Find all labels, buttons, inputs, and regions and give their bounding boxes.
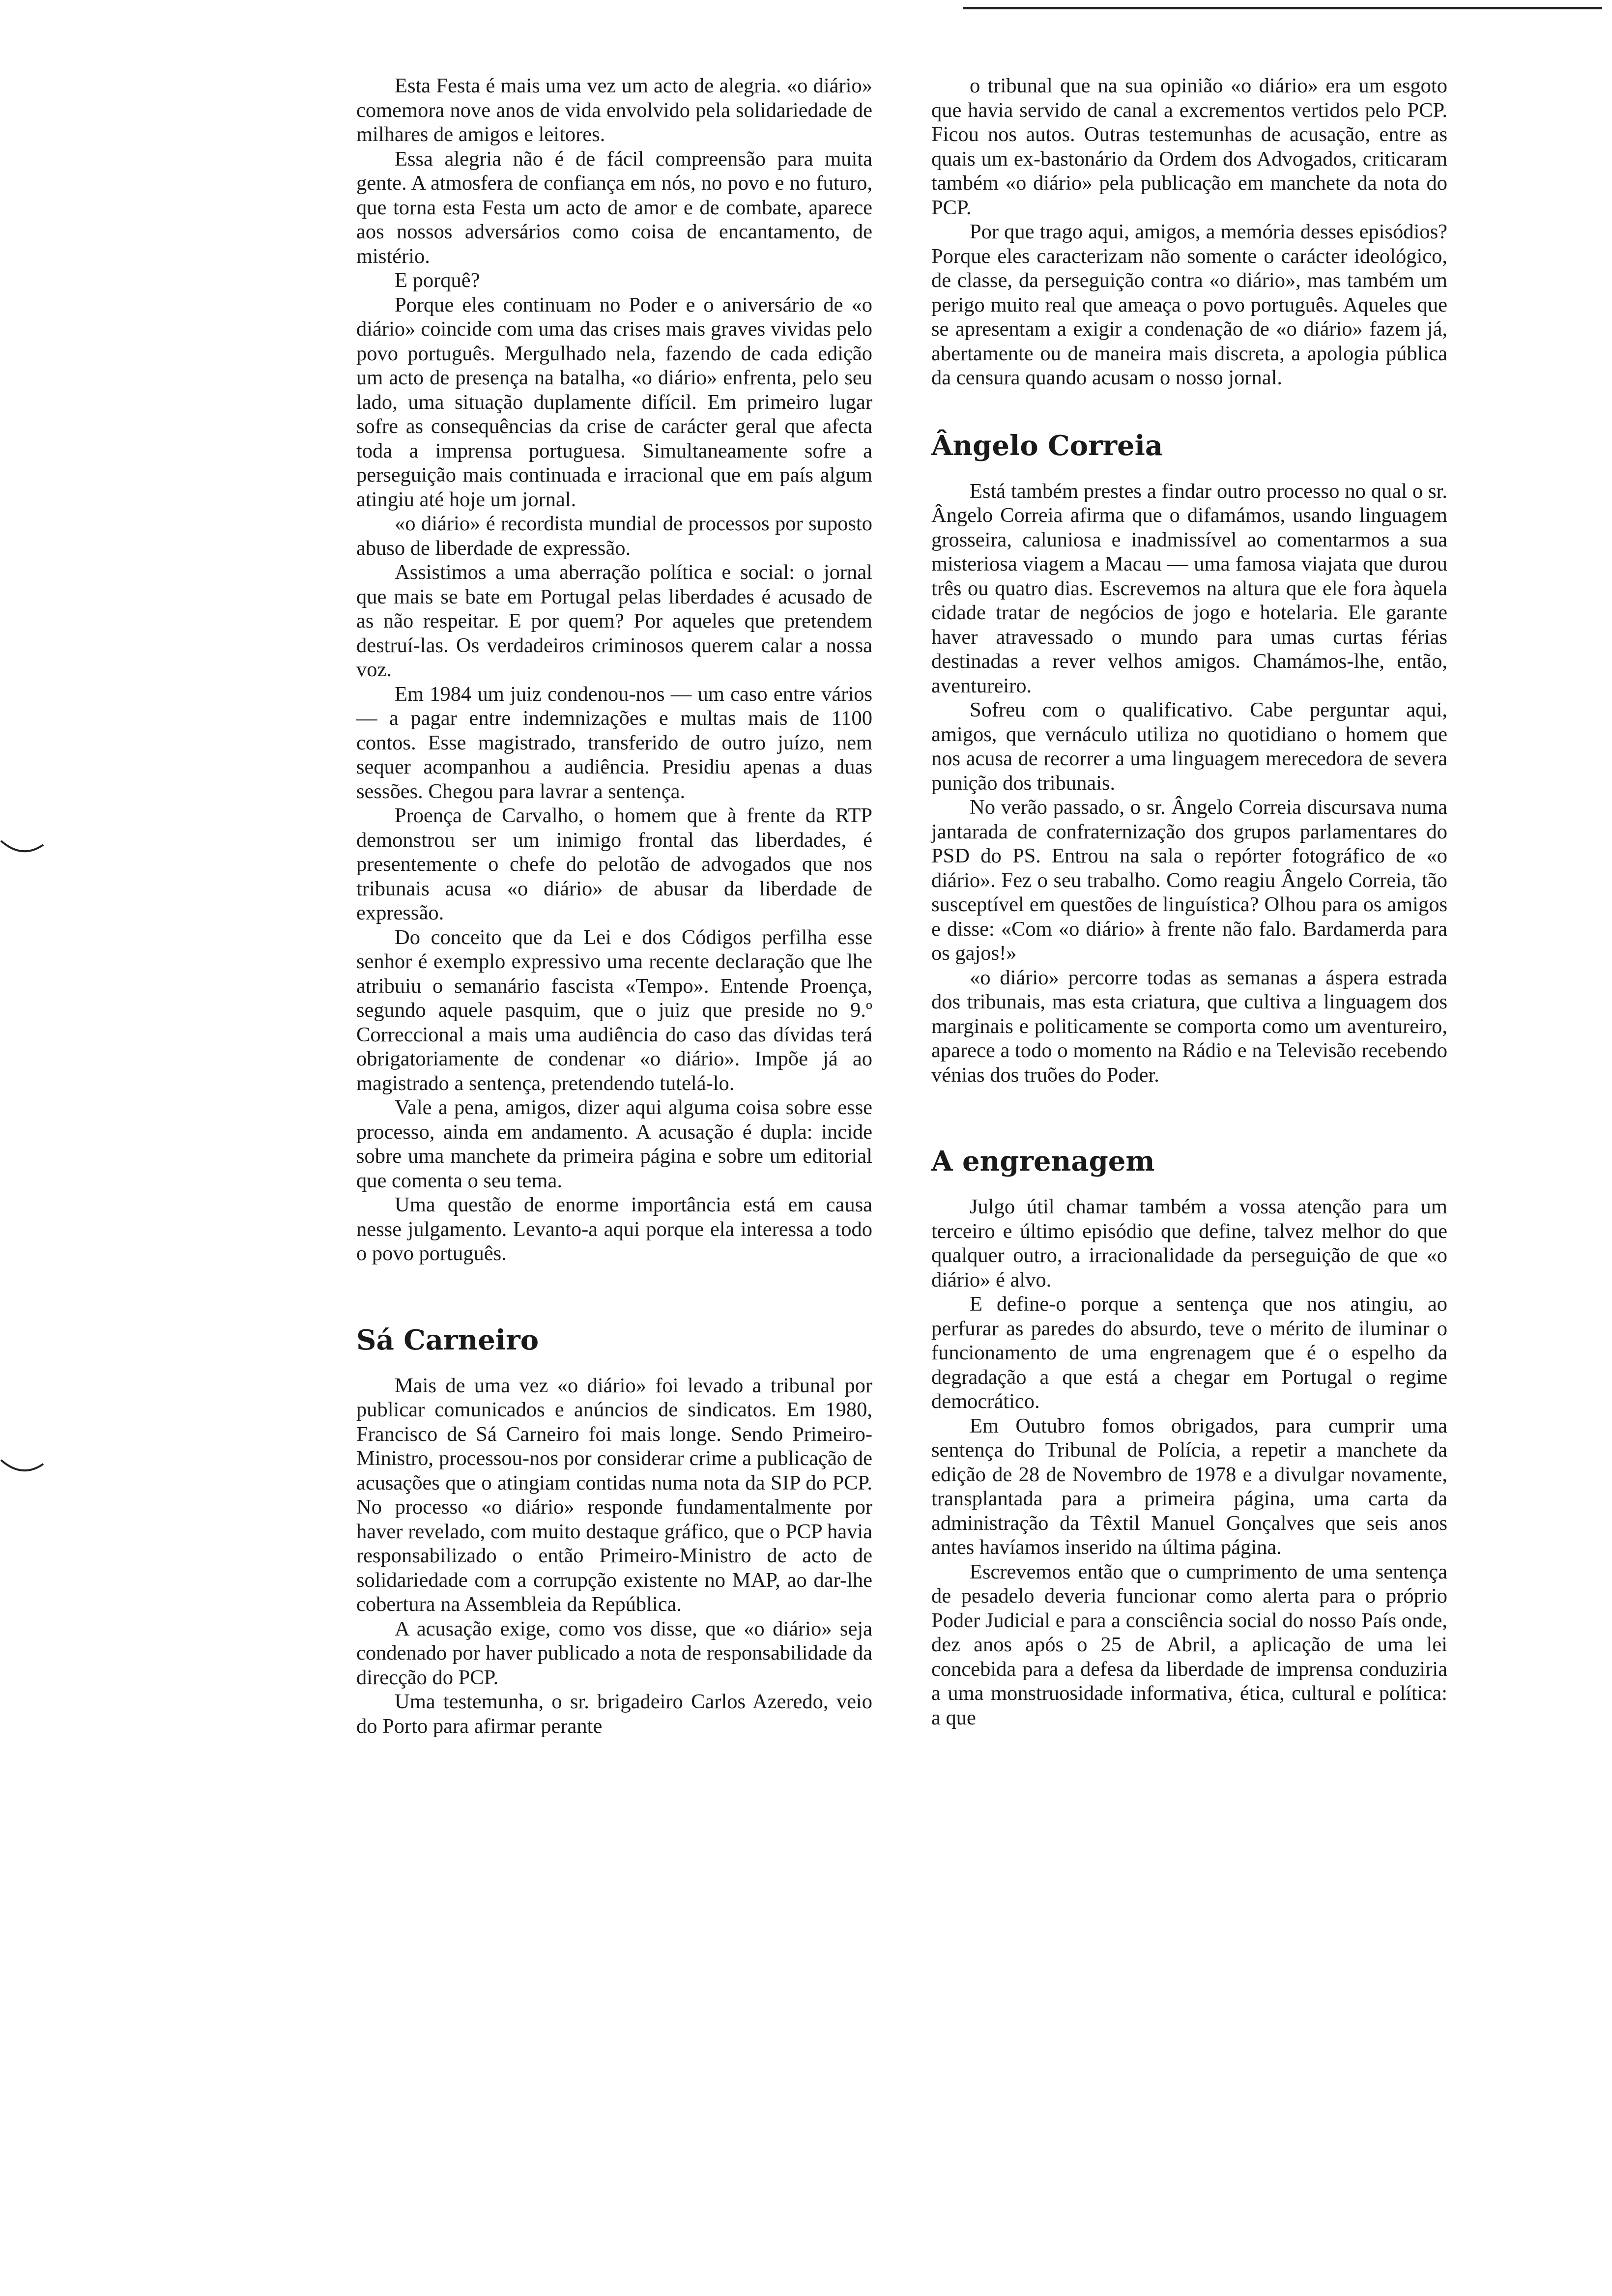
paragraph: o tribunal que na sua opinião «o diário» era um esgoto que havia servido de canal a excrementos vertidos pelo PCP. Ficou nos autos. Outras testemunhas de acusação, entre as quais um ex-bastonário da Ordem dos Advogados, criticaram também «o diário» pela publicação em manchete da nota do PCP. <box>931 74 1447 219</box>
paragraph: «o diário» é recordista mundial de processos por suposto abuso de liberdade de expressão. <box>356 512 872 560</box>
section-heading-engrenagem: A engrenagem <box>931 1145 1155 1177</box>
paragraph: Porque eles continuam no Poder e o aniversário de «o diário» coincide com uma das crises mais graves vividas pelo povo português. Mergulhado nela, fazendo de cada edição um acto de presença na batalha, «o diário» enfrenta, pelo seu lado, uma situação duplamente difícil. Em primeiro lugar sofre as consequências da crise de carácter geral que afecta toda a imprensa portuguesa. Simultaneamente sofre a perseguição mais continuada e irracional que em país algum atingiu até hoje um jornal. <box>356 293 872 511</box>
paragraph: Sofreu com o qualificativo. Cabe perguntar aqui, amigos, que vernáculo utiliza no quotidiano o homem que nos acusa de recorrer a uma linguagem merecedora de severa punição dos tribunais. <box>931 698 1447 795</box>
paragraph: No verão passado, o sr. Ângelo Correia discursava numa jantarada de confraternização dos grupos parlamentares do PSD do PS. Entrou na sala o repórter fotográfico de «o diário». Fez o seu trabalho. Como reagiu Ângelo Correia, tão susceptível em questões de linguística? Olhou para os amigos e disse: «Com «o diário» à frente não falo. Bardamerda para os gajos!» <box>931 796 1447 965</box>
paragraph: E define-o porque a sentença que nos atingiu, ao perfurar as paredes do absurdo, teve o mérito de iluminar o funcionamento de uma engrenagem que é o espelho da degradação a que está a chegar em Portugal o regime democrático. <box>931 1292 1447 1413</box>
paragraph: E porquê? <box>395 269 480 292</box>
page-fold-mark <box>0 1457 44 1477</box>
paragraph: Proença de Carvalho, o homem que à frente da RTP demonstrou ser um inimigo frontal das liberdades, é presentemente o chefe do pelotão de advogados que nos tribunais acusa «o diário» de abusar da liberdade de expressão. <box>356 804 872 924</box>
page-fold-mark <box>0 838 44 858</box>
paragraph: Essa alegria não é de fácil compreensão para muita gente. A atmosfera de confiança em nós, no povo e no futuro, que torna esta Festa um acto de amor e de combate, aparece aos nossos adversários como coisa de encantamento, de mistério. <box>356 147 872 268</box>
paragraph: A acusação exige, como vos disse, que «o diário» seja condenado por haver publicado a nota de responsabilidade da direcção do PCP. <box>356 1617 872 1689</box>
section-heading-angelo-correia: Ângelo Correia <box>931 429 1163 462</box>
paragraph: Em Outubro fomos obrigados, para cumprir uma sentença do Tribunal de Polícia, a repetir a manchete da edição de 28 de Novembro de 1978 e a divulgar novamente, transplantada para a primeira página, uma carta da administração da Têxtil Manuel Gonçalves que seis anos antes havíamos inserido na última página. <box>931 1414 1447 1559</box>
section-heading-sa-carneiro: Sá Carneiro <box>356 1323 539 1356</box>
paragraph: Uma questão de enorme importância está em causa nesse julgamento. Levanto-a aqui porque ela interessa a todo o povo português. <box>356 1193 872 1265</box>
right-paragraphs-c <box>931 1195 1447 1730</box>
top-rule <box>963 7 1602 9</box>
paragraph: Assistimos a uma aberração política e social: o jornal que mais se bate em Portugal pelas liberdades é acusado de as não respeitar. E por quem? Por aqueles que pretendem destruí-las. Os verdadeiros criminosos querem calar a nossa voz. <box>356 561 872 681</box>
left-paragraphs-a <box>356 74 872 1266</box>
right-paragraphs-a <box>931 74 1447 390</box>
paragraph: Do conceito que da Lei e dos Códigos perfilha esse senhor é exemplo expressivo uma recente declaração que lhe atribuiu o semanário fascista «Tempo». Entende Proença, segundo aquele pasquim, que o juiz que preside no 9.º Correccional a mais uma audiência do caso das dívidas terá obrigatoriamente de condenar «o diário». Impõe já ao magistrado a sentença, pretendendo tutelá-lo. <box>356 925 872 1095</box>
paragraph: Por que trago aqui, amigos, a memória desses episódios? Porque eles caracterizam não somente o carácter ideológico, de classe, da perseguição contra «o diário», mas também um perigo muito real que ameaça o povo português. Aqueles que se apresentam a exigir a condenação de «o diário» fazem já, abertamente ou de maneira mais discreta, a apologia pública da censura quando acusam o nosso jornal. <box>931 220 1447 389</box>
paragraph: Escrevemos então que o cumprimento de uma sentença de pesadelo deveria funcionar como alerta para o próprio Poder Judicial e para a consciência social do nosso País onde, dez anos após o 25 de Abril, a aplicação de uma lei concebida para a defesa da liberdade de imprensa conduziria a uma monstruosidade informativa, ética, cultural e política: a que <box>931 1560 1447 1729</box>
paragraph: Uma testemunha, o sr. brigadeiro Carlos Azeredo, veio do Porto para afirmar perante <box>356 1690 872 1738</box>
right-paragraphs-b <box>931 479 1447 1088</box>
paragraph: Está também prestes a findar outro processo no qual o sr. Ângelo Correia afirma que o difamámos, usando linguagem grosseira, caluniosa e inadmissível ao comentarmos a sua misteriosa viagem a Macau — uma famosa viajata que durou três ou quatro dias. Escrevemos na altura que ele fora àquela cidade tratar de negócios de jogo e hotelaria. Ele garante haver atravessado o mundo para umas curtas férias destinadas a rever velhos amigos. Chamámos-lhe, então, aventureiro. <box>931 479 1447 697</box>
left-column <box>356 74 872 1738</box>
left-paragraphs-b <box>356 1374 872 1739</box>
paragraph: Mais de uma vez «o diário» foi levado a tribunal por publicar comunicados e anúncios de sindicatos. Em 1980, Francisco de Sá Carneiro foi mais longe. Sendo Primeiro-Ministro, processou-nos por considerar crime a publicação de acusações que o atingiam contidas numa nota da SIP do PCP. No processo «o diário» responde fundamentalmente por haver revelado, com muito destaque gráfico, que o PCP havia responsabilizado o então Primeiro-Ministro de acto de solidariedade com a corrupção existente no MAP, ao dar-lhe cobertura na Assembleia da República. <box>356 1374 872 1616</box>
paragraph: Julgo útil chamar também a vossa atenção para um terceiro e último episódio que define, talvez melhor do que qualquer outro, a irracionalidade da perseguição de que «o diário» é alvo. <box>931 1195 1447 1292</box>
paragraph: Esta Festa é mais uma vez um acto de alegria. «o diário» comemora nove anos de vida envolvido pela solidariedade de milhares de amigos e leitores. <box>356 74 872 146</box>
paragraph: «o diário» percorre todas as semanas a áspera estrada dos tribunais, mas esta criatura, que cultiva a linguagem dos marginais e politicamente se comporta como um aventureiro, aparece a todo o momento na Rádio e na Televisão recebendo vénias dos truões do Poder. <box>931 966 1447 1087</box>
paragraph: Em 1984 um juiz condenou-nos — um caso entre vários — a pagar entre indemnizações e multas mais de 1100 contos. Esse magistrado, transferido de outro juízo, nem sequer acompanhou a audiência. Presidiu apenas a duas sessões. Chegou para lavrar a sentença. <box>356 682 872 803</box>
paragraph: Vale a pena, amigos, dizer aqui alguma coisa sobre esse processo, ainda em andamento. A acusação é dupla: incide sobre uma manchete da primeira página e sobre um editorial que comenta o seu tema. <box>356 1096 872 1192</box>
right-column <box>931 74 1447 1730</box>
